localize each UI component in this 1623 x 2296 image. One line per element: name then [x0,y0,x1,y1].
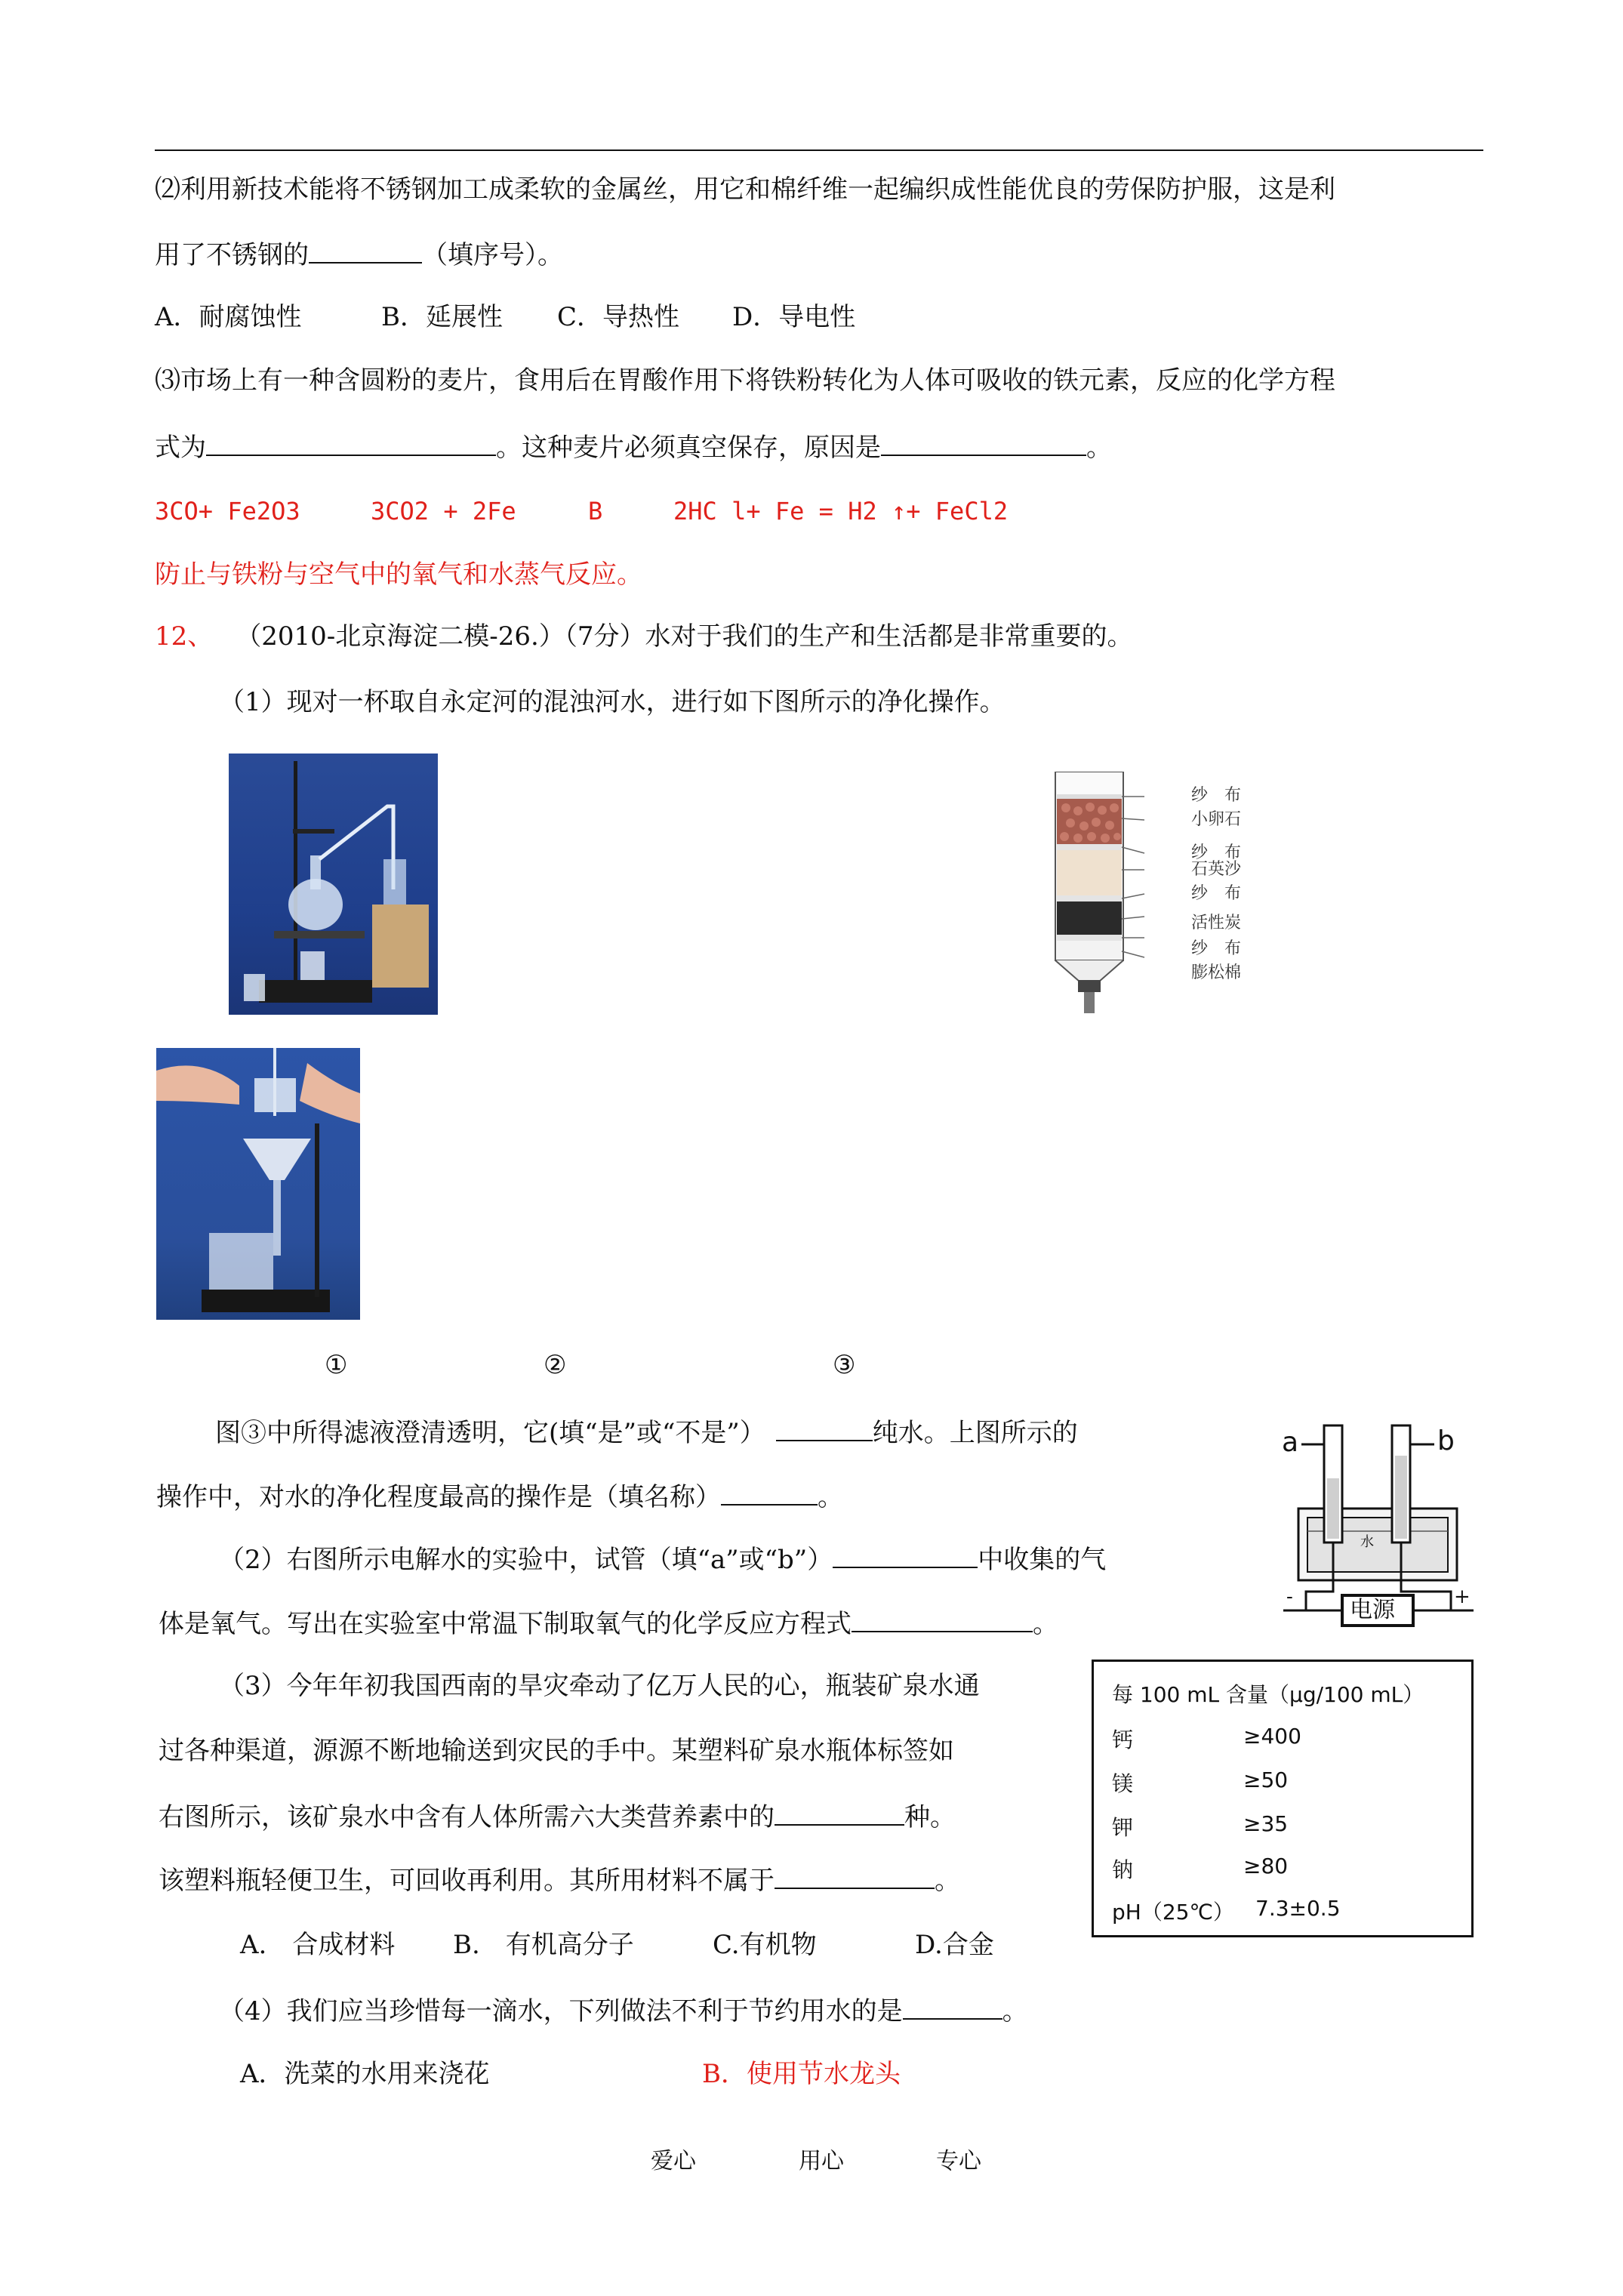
q12-part3-blank-2[interactable] [775,1862,935,1889]
q12-p1-blank-2[interactable] [721,1478,818,1505]
label-row-sodium-value: ≥80 [1243,1854,1289,1878]
power-source-label: 电源 [1350,1597,1395,1623]
q11-part2-line2-pre: 用了不锈钢的 [155,240,309,270]
q12-part3-line3-post: 种。 [904,1802,956,1832]
q12-p1-line1-pre: 图③中所得滤液澄清透明，它(填“是”或“不是”） [215,1418,765,1448]
footer-item-1: 爱心 [651,2148,696,2174]
q11-option-c: C．导热性 [557,302,680,332]
q12-part2-blank-1[interactable] [833,1541,978,1568]
q12-p1-line2 [156,1478,843,1515]
q11-part2-blank[interactable] [309,236,422,264]
distillation-photo [229,754,438,1015]
q11-answer-reason: 防止与铁粉与空气中的氧气和水蒸气反应。 [155,559,642,590]
q12-part2-line2-pre: 体是氧气。写出在实验室中常温下制取氧气的化学反应方程式 [159,1609,852,1639]
q12-part3-line2: 过各种渠道，源源不断地输送到灾民的手中。某塑料矿泉水瓶体标签如 [159,1736,954,1766]
q12-part2-line1-pre: （2）右图所示电解水的实验中，试管（填“a”或“b”） [219,1545,833,1575]
q12-part3-line1: （3）今年年初我国西南的旱灾牵动了亿万人民的心，瓶装矿泉水通 [219,1671,980,1701]
filter-label-8: 膨松棉 [1191,963,1242,982]
q11-answer-equation [155,494,1008,529]
q12-p1-line2-pre: 操作中，对水的净化程度最高的操作是（填名称） [156,1482,721,1512]
water-label: 水 [1360,1534,1374,1550]
label-row-potassium-name: 钾 [1112,1815,1134,1840]
q12-part3-blank-1[interactable] [775,1798,904,1826]
q12-p1-blank-1[interactable] [776,1414,873,1441]
q12-part4-post: 。 [1002,1996,1028,2026]
filter-label-3: 纱 布 [1191,843,1242,862]
fig-label-1: ① [325,1350,348,1380]
label-row-magnesium-name: 镁 [1112,1771,1134,1796]
q12-part3-line4-pre: 该塑料瓶轻便卫生，可回收再利用。其所用材料不属于 [159,1866,775,1896]
q11-part3-blank-2[interactable] [881,429,1086,456]
q11-part2-options [155,300,855,334]
q11-part3-blank-1[interactable] [206,429,496,456]
q12-part3-line3 [159,1798,956,1835]
q11-option-d: D．导电性 [732,302,856,332]
q12-part2-line1 [219,1541,1106,1577]
label-ph-value: 7.3±0.5 [1255,1896,1341,1921]
answer-eq-3: B [588,497,603,525]
q12-p3-option-d: D.合金 [915,1930,994,1960]
q11-part3-line2-mid: 。这种麦片必须真空保存，原因是 [496,433,881,463]
label-row-sodium-name: 钠 [1112,1857,1134,1882]
q11-part2-line1: ⑵利用新技术能将不锈钢加工成柔软的金属丝，用它和棉纤维一起编织成性能优良的劳保防护服，这是利 [155,174,1335,205]
q12-part1-intro: （1）现对一杯取自永定河的混浊河水，进行如下图所示的净化操作。 [219,687,1006,717]
q12-part3-line4-post: 。 [935,1866,960,1896]
footer-item-3: 专心 [936,2148,981,2174]
q12-part3-options [240,1928,994,1962]
q12-part4-options [240,2057,901,2091]
q12-p1-line2-post: 。 [818,1482,843,1512]
label-row-calcium-value: ≥400 [1243,1724,1301,1749]
q12-p4-option-a: A．洗菜的水用来浇花 [240,2059,490,2089]
q11-option-b: B．延展性 [381,302,503,332]
q12-part3-line3-pre: 右图所示，该矿泉水中含有人体所需六大类营养素中的 [159,1802,775,1832]
filter-column-diagram [1048,772,1252,1013]
filtration-photo [156,1048,360,1320]
mineral-water-label [1092,1660,1474,1937]
label-row-potassium-value: ≥35 [1243,1811,1289,1836]
q12-part3-line4 [159,1862,960,1898]
q12-p3-option-b: B. 有机高分子 [453,1930,634,1960]
q11-part2-line2-post: （填序号）。 [422,240,563,270]
electrode-label-b: b [1437,1425,1455,1456]
q11-part2-line2 [155,236,563,273]
q12-p1-line1-post: 纯水。上图所示的 [872,1418,1078,1448]
filter-label-2: 小卵石 [1191,810,1242,829]
answer-eq-4: 2HC l+ Fe = H2 ↑+ FeCl2 [673,497,1009,525]
q11-part3-line2-pre: 式为 [155,433,206,463]
q12-part2-blank-2[interactable] [852,1605,1033,1632]
q12-p3-option-a: A. 合成材料 [240,1930,396,1960]
q11-part3-line1: ⑶市场上有一种含圆粉的麦片，食用后在胃酸作用下将铁粉转化为人体可吸收的铁元素，反应的化学方程 [155,365,1335,396]
q11-part3-line2 [155,429,1112,465]
header-rule [155,149,1483,151]
q12-part4-blank[interactable] [903,1992,1002,2020]
plus-terminal: + [1454,1586,1471,1608]
q12-part4-pre: （4）我们应当珍惜每一滴水，下列做法不利于节约用水的是 [219,1996,903,2026]
filter-label-7: 纱 布 [1191,939,1242,958]
label-title: 每 100 mL 含量（μg/100 mL） [1112,1682,1424,1707]
filter-label-6: 活性炭 [1191,914,1242,932]
filter-label-4: 石英沙 [1191,860,1242,879]
answer-eq-2: 3CO2 + 2Fe [371,497,516,525]
footer-item-2: 用心 [799,2148,844,2174]
minus-terminal: - [1286,1586,1293,1608]
q11-option-a: A．耐腐蚀性 [155,302,302,332]
filter-label-5: 纱 布 [1191,884,1242,903]
electrode-label-a: a [1282,1427,1299,1458]
filter-label-1: 纱 布 [1191,786,1242,805]
q12-part2-line1-post: 中收集的气 [978,1545,1107,1575]
q12-part4 [219,1992,1028,2029]
q12-p3-option-c: C.有机物 [713,1930,817,1960]
distillation-apparatus-icon [229,754,438,1015]
q12-header-text: （2010-北京海淀二模-26.）（7分）水对于我们的生产和生活都是非常重要的。 [236,621,1133,652]
q12-number: 12、 [155,621,214,652]
q12-p4-option-b: B．使用节水龙头 [702,2059,901,2089]
q11-part3-line2-post: 。 [1086,433,1112,463]
q12-p1-line1 [215,1414,1078,1450]
label-row-magnesium-value: ≥50 [1243,1767,1289,1792]
label-ph-label: pH（25℃） [1112,1900,1234,1925]
answer-eq-1: 3CO+ Fe2O3 [155,497,300,525]
fig-label-2: ② [544,1350,567,1380]
fig-label-3: ③ [833,1350,856,1380]
electrolysis-diagram [1276,1410,1480,1629]
q12-header [155,619,1132,654]
q12-part2-line2 [159,1605,1058,1641]
filtration-apparatus-icon [156,1048,360,1320]
q12-part2-line2-post: 。 [1033,1609,1058,1639]
label-row-calcium-name: 钙 [1112,1727,1134,1752]
